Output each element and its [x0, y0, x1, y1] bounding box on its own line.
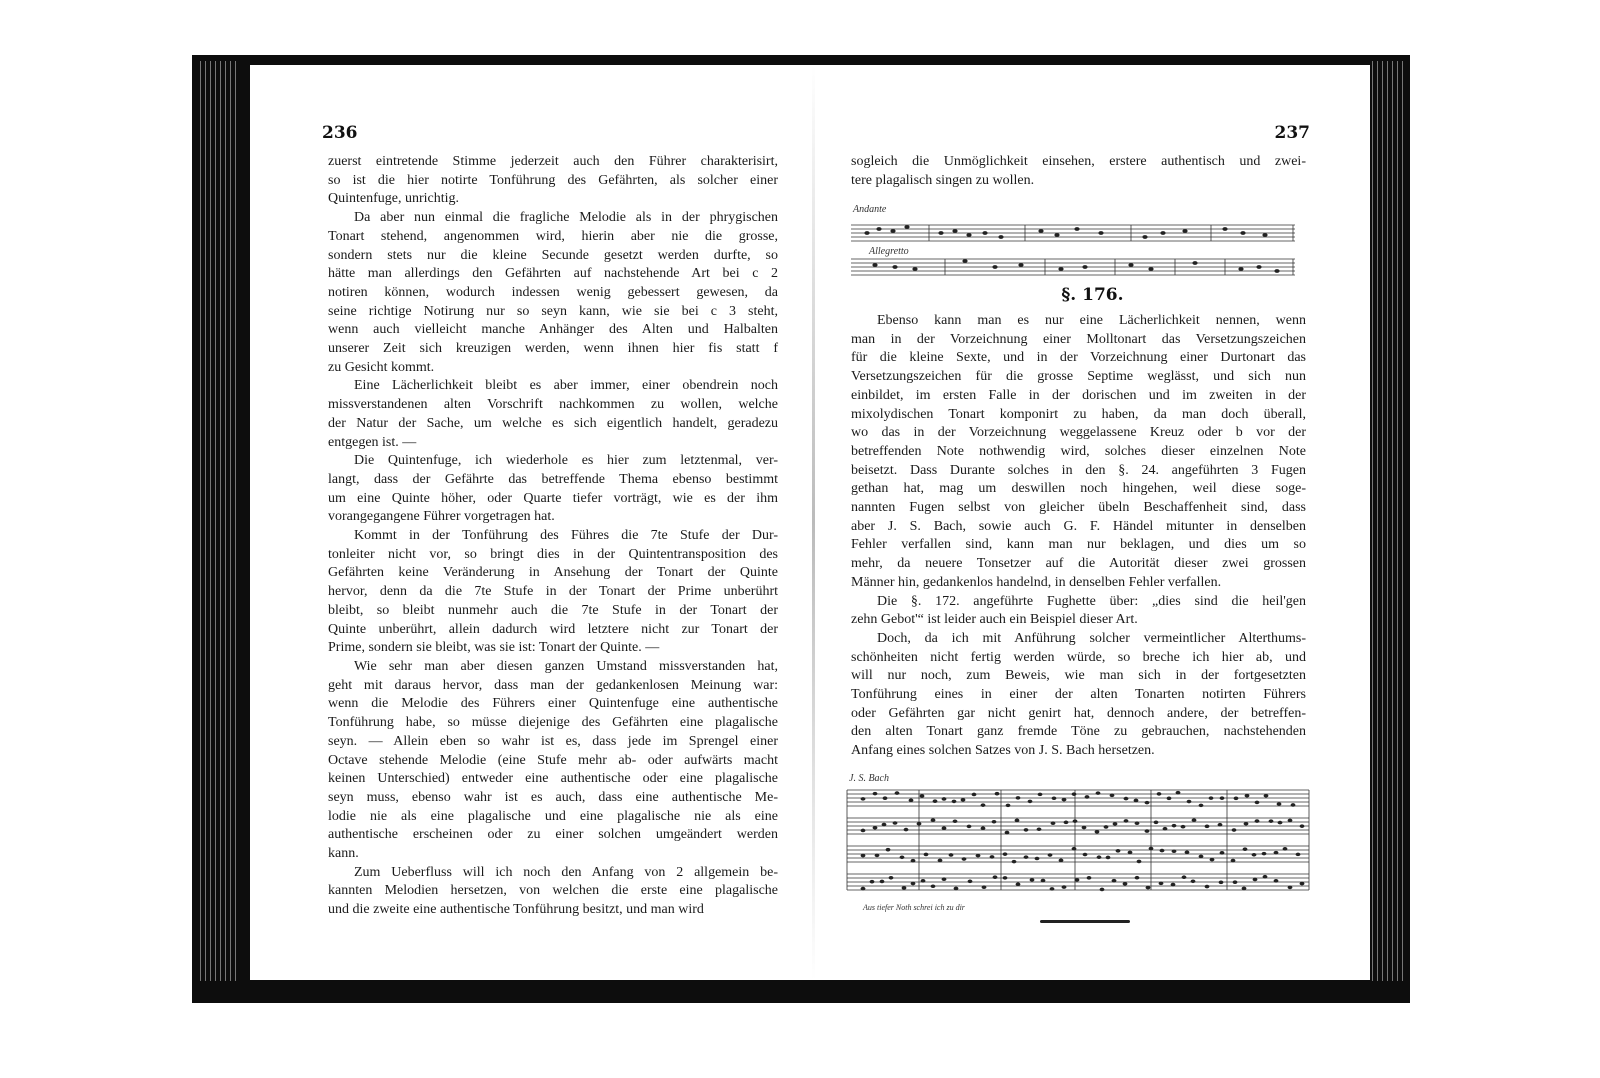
text-line: Tonführung habe, so müsse diejenige des Gefährten eine plagalische: [328, 715, 778, 731]
note: [1163, 827, 1168, 831]
note: [1145, 801, 1150, 805]
note: [1075, 878, 1080, 882]
note: [1199, 855, 1204, 859]
text-line: und die zweite eine authentische Tonführung besitzt, und man wird: [328, 902, 704, 918]
note: [1085, 795, 1090, 799]
note: [1160, 231, 1165, 235]
text-line: tere plagalisch singen zu wollen.: [851, 172, 1035, 188]
note: [1006, 804, 1011, 808]
note: [1048, 853, 1053, 857]
note: [1232, 828, 1237, 832]
note: [1024, 855, 1029, 859]
text-line: aber J. S. Bach, sowie auch G. F. Händel mitunter in denselben: [851, 518, 1306, 534]
staff-upper: [851, 225, 1295, 241]
note: [1220, 796, 1225, 800]
note: [890, 229, 895, 233]
note: [1024, 828, 1029, 832]
text-line: kann.: [328, 846, 359, 862]
text-line: Tonführung eines in einer der alten Tonarten notirten Führers: [851, 687, 1306, 703]
note: [1255, 801, 1260, 805]
right-page: [815, 65, 1370, 980]
note: [938, 231, 943, 235]
note: [1172, 849, 1177, 853]
text-line: bleibt, so bleibt nunmehr auch die 7te Stufe in der Tonart der: [328, 602, 778, 618]
text-line: Anfang eines solchen Satzes von J. S. Bach hersetzen.: [851, 743, 1155, 759]
note: [1012, 860, 1017, 864]
note: [1041, 879, 1046, 883]
note: [1098, 231, 1103, 235]
note: [1187, 800, 1192, 804]
note: [902, 886, 907, 890]
note: [1072, 792, 1077, 796]
text-line: so ist die hier notirte Tonführung des Gefährten, als solcher einer: [328, 172, 778, 188]
text-line: unserer Zeit sich kreuzigen werden, wenn ihnen hier fis statt f: [328, 341, 778, 357]
text-line: seine richtige Notirung nur so seyn kann, wie sie bei c 3 steht,: [328, 303, 778, 319]
text-line: einbildet, im ersten Falle in der dorischen und im zweiten in der: [851, 387, 1306, 403]
text-line: schönheiten nicht fertig werden würde, so breche ich hier ab, und: [851, 649, 1306, 665]
note: [1238, 267, 1243, 271]
note: [1253, 878, 1258, 882]
note: [949, 853, 954, 857]
text-line: Fehler verfallen sind, kann man nur beklagen, und dies um so: [851, 537, 1306, 553]
note: [1159, 882, 1164, 886]
text-line: Männer hin, gedankenlos handelnd, in denselben Fehler verfallen.: [851, 574, 1222, 590]
note: [870, 880, 875, 884]
note: [1128, 263, 1133, 267]
page-number: 237: [1274, 123, 1310, 143]
note: [938, 859, 943, 863]
note: [1234, 797, 1239, 801]
note: [904, 828, 909, 832]
text-line: Die §. 172. angeführte Fughette über: „dies sind die heil'gen: [877, 593, 1306, 609]
note: [1245, 794, 1250, 798]
note: [1112, 879, 1117, 883]
note: [1252, 853, 1257, 857]
note: [1255, 819, 1260, 823]
note: [886, 848, 891, 852]
text-line: geht mit daraus hervor, dass man der gedankenlosen Meinung war:: [328, 677, 778, 693]
note: [1145, 829, 1150, 833]
text-line: tonleiter nicht vor, so bringt dies in der Quintentransposition des: [328, 546, 778, 562]
right-page-body-text: [851, 312, 1306, 761]
text-line: lodie nie als eine plagalische und eine plagalische nie als eine: [328, 808, 778, 824]
text-line: den alten Tonart ganz fremde Töne zu gebrauchen, nachstehenden: [851, 724, 1306, 740]
text-line: Ebenso kann man es nur eine Lächerlichkeit nennen, wenn: [877, 313, 1306, 328]
note: [981, 826, 986, 830]
text-line: Prime, sondern sie bleibt, was sie ist: Tonart der Quinte. —: [328, 640, 660, 656]
note: [1219, 880, 1224, 884]
note: [875, 854, 880, 858]
note: [1051, 821, 1056, 825]
note: [1274, 851, 1279, 855]
text-line: authentische erscheinen oder zu einer solchen umgeändert werden: [328, 827, 778, 843]
note: [1148, 267, 1153, 271]
note: [1233, 880, 1238, 884]
note: [1096, 791, 1101, 795]
text-line: zehn Gebot'“ ist leider auch ein Beispiel dieser Art.: [851, 612, 1138, 628]
text-line: will nur noch, zum Beweis, wie man sich in der fortgesetzten: [851, 668, 1306, 684]
note: [1262, 852, 1267, 856]
text-line: Doch, da ich mit Anführung solcher vermeintlicher Alterthums-: [877, 630, 1306, 646]
note: [993, 875, 998, 879]
page-number: 236: [322, 123, 358, 143]
note: [1185, 850, 1190, 854]
note: [1050, 887, 1055, 891]
text-line: Zum Ueberfluss will ich noch den Anfang von 2 allgemein be-: [354, 864, 778, 880]
text-line: missverstandenen alten Vorschrift nachkommen zu wollen, welche: [328, 397, 778, 413]
note: [1074, 227, 1079, 231]
note: [1072, 847, 1077, 851]
note: [1256, 265, 1261, 269]
note: [1097, 855, 1102, 859]
chorale-title: Aus tiefer Noth schrei ich zu dir: [863, 903, 965, 912]
note: [1220, 851, 1225, 855]
note: [912, 267, 917, 271]
left-page: [250, 65, 814, 980]
note: [967, 825, 972, 829]
note: [992, 820, 997, 824]
text-line: langt, dass der Gefährte das betreffende Thema ebenso bestimmt: [328, 471, 778, 487]
note: [942, 797, 947, 801]
text-line: für die kleine Sexte, und in der Vorzeichnung einer Durtonart das: [851, 350, 1306, 366]
text-line: hätte man allerdings den Gefährten auf nachstehende Art bei c 2: [328, 266, 778, 282]
note: [1205, 825, 1210, 829]
note: [1028, 800, 1033, 804]
note: [1135, 876, 1140, 880]
note: [1291, 803, 1296, 807]
note: [1100, 888, 1105, 892]
note: [1300, 882, 1305, 886]
note: [1157, 792, 1162, 796]
text-line: notiren können, wodurch indessen wenig gebessert gewesen, da: [328, 284, 778, 300]
note: [873, 792, 878, 796]
note: [1018, 263, 1023, 267]
note: [1106, 856, 1111, 860]
note: [992, 265, 997, 269]
note: [904, 225, 909, 229]
note: [872, 263, 877, 267]
note: [864, 231, 869, 235]
note: [954, 887, 959, 891]
note: [861, 887, 866, 891]
note: [900, 855, 905, 859]
note: [1037, 827, 1042, 831]
note: [1154, 821, 1159, 825]
note: [1110, 794, 1115, 798]
note: [1288, 886, 1293, 890]
note: [861, 829, 866, 833]
composer-label: J. S. Bach: [849, 773, 889, 784]
note: [1059, 859, 1064, 863]
text-line: Wie sehr man aber diesen ganzen Umstand missverstanden hat,: [354, 658, 778, 674]
note: [961, 798, 966, 802]
text-line: sogleich die Unmöglichkeit einsehen, erstere authentisch und zwei-: [851, 154, 1306, 169]
note: [1181, 825, 1186, 829]
note: [962, 857, 967, 861]
text-line: beisetzt. Dass Durante solches in den §. 24. angeführten 3 Fugen: [851, 462, 1306, 478]
note: [962, 259, 967, 263]
note: [1116, 849, 1121, 853]
note: [1003, 852, 1008, 856]
staff-lower: [851, 259, 1295, 275]
note: [931, 884, 936, 888]
note: [981, 803, 986, 807]
text-line: der Natur der Sache, um welche es sich eigentlich handelt, geradezu: [328, 415, 778, 431]
note: [972, 793, 977, 797]
note: [1264, 794, 1269, 798]
note: [880, 880, 885, 884]
note: [1278, 821, 1283, 825]
note: [1005, 831, 1010, 835]
note: [1191, 879, 1196, 883]
text-line: Quintenfuge, unrichtig.: [328, 191, 460, 207]
text-line: zu Gesicht kommt.: [328, 359, 435, 375]
note: [1192, 261, 1197, 265]
tempo-andante: Andante: [853, 204, 887, 215]
note: [1087, 876, 1092, 880]
text-line: wo das in der Vorzeichnung weggelassene Kreuz oder b vor der: [851, 425, 1306, 441]
note: [1135, 821, 1140, 825]
right-page-intro-text: [851, 153, 1306, 190]
tempo-allegretto: Allegretto: [869, 246, 909, 257]
note: [892, 265, 897, 269]
note: [861, 854, 866, 858]
note: [883, 796, 888, 800]
note: [1146, 886, 1151, 890]
note: [953, 819, 958, 823]
note: [952, 800, 957, 804]
note: [873, 826, 878, 830]
note: [1205, 885, 1210, 889]
note: [1054, 233, 1059, 237]
note: [995, 792, 1000, 796]
text-line: gethan hat, mag um deswillen noch hingehen, weil diese soge-: [851, 481, 1306, 497]
note: [998, 235, 1003, 239]
note: [1218, 823, 1223, 827]
text-line: Versetzungszeichen für die grosse Septime weglässt, und sich nun: [851, 369, 1306, 385]
note: [1242, 887, 1247, 891]
note: [1015, 819, 1020, 823]
text-line: mehr, da neuere Tonsetzer auf die Autorität dieser zwei grossen: [851, 556, 1306, 572]
note: [1296, 853, 1301, 857]
text-line: Eine Lächerlichkeit bleibt es aber immer, einer obendrein noch: [354, 378, 778, 394]
note: [1300, 824, 1305, 828]
note: [893, 821, 898, 825]
left-page-text: [328, 153, 778, 920]
text-line: entgegen ist. —: [328, 434, 417, 450]
note: [1016, 796, 1021, 800]
text-line: Gefährten keine Veränderung in Ansehung der Tonart der Quinte: [328, 565, 778, 581]
note: [1182, 875, 1187, 879]
note: [1058, 267, 1063, 271]
note: [1113, 822, 1118, 826]
note: [1176, 791, 1181, 795]
text-line: seyn muss, ebenso wahr ist es auch, dass eine authentische Me-: [328, 789, 778, 805]
note: [942, 877, 947, 881]
text-line: kannten Melodien hersetzen, von welchen die erste eine plagalische: [328, 883, 778, 899]
text-line: wenn die Melodie des Führers einer Quintenfuge eine authentische: [328, 696, 778, 712]
note: [968, 880, 973, 884]
note: [1283, 847, 1288, 851]
note: [982, 885, 987, 889]
note: [1038, 229, 1043, 233]
text-line: vorangegangene Führer vorgetragen hat.: [328, 509, 555, 525]
left-page-edges: [198, 61, 238, 981]
note: [1030, 878, 1035, 882]
text-line: um eine Quinte höher, oder Quarte tiefer vorträgt, wie es der ihm: [328, 490, 778, 506]
note: [966, 233, 971, 237]
note: [924, 853, 929, 857]
text-line: hervor, denn da die 7te Stufe in der Tonart der Prime unberührt: [328, 584, 778, 600]
text-line: Quinte unberührt, allein dadurch wird letztere nicht zur Tonart der: [328, 621, 778, 637]
note: [1123, 882, 1128, 886]
note: [1003, 876, 1008, 880]
text-line: Tonart stehend, angenommen wird, hierin aber nie die grosse,: [328, 228, 778, 244]
note: [1274, 879, 1279, 883]
note: [920, 794, 925, 798]
text-line: betreffenden Note nothwendig wird, solches dieser einzelnen Note: [851, 443, 1306, 459]
text-line: sondern stets nur die kleine Secunde gesetzt werden durfte, so: [328, 247, 778, 263]
note: [1172, 824, 1177, 828]
note: [911, 882, 916, 886]
music-example-bach: [843, 772, 1313, 912]
note: [917, 822, 922, 826]
music-notes: [864, 225, 1279, 273]
text-line: man in der Vorzeichnung einer Molltonart das Versetzungszeichen: [851, 331, 1306, 347]
note: [1199, 804, 1204, 808]
note: [1128, 851, 1133, 855]
note: [1134, 799, 1139, 803]
note: [1062, 885, 1067, 889]
text-line: Octave stehende Melodie (eine Stufe mehr ab- oder aufwärts macht: [328, 752, 778, 768]
note: [1160, 849, 1165, 853]
note: [1274, 269, 1279, 273]
note: [1124, 819, 1129, 823]
text-line: wenn auch vielleicht manche Anhänger des Alten und Halbalten: [328, 322, 778, 338]
section-heading: §. 176.: [1061, 285, 1124, 305]
note: [1082, 826, 1087, 830]
note: [1035, 857, 1040, 861]
note: [1062, 798, 1067, 802]
note: [1231, 859, 1236, 863]
note: [1263, 875, 1268, 879]
note: [1149, 847, 1154, 851]
note: [1083, 853, 1088, 857]
note: [1064, 821, 1069, 825]
note: [1288, 819, 1293, 823]
note: [895, 791, 900, 795]
note: [882, 823, 887, 827]
note: [1016, 882, 1021, 886]
note: [931, 818, 936, 822]
note: [876, 227, 881, 231]
note: [1052, 796, 1057, 800]
text-line: Die Quintenfuge, ich wiederhole es hier zum letztenmal, ver-: [354, 453, 778, 469]
note: [1222, 227, 1227, 231]
note: [933, 799, 938, 803]
note: [921, 879, 926, 883]
note: [1244, 822, 1249, 826]
note: [1167, 797, 1172, 801]
note: [1243, 847, 1248, 851]
text-line: zuerst eintretende Stimme jederzeit auch den Führer charakterisirt,: [328, 154, 778, 169]
note: [1192, 818, 1197, 822]
note: [1277, 802, 1282, 806]
bach-staves: [847, 790, 1309, 890]
note: [861, 797, 866, 801]
note: [1182, 229, 1187, 233]
note: [909, 798, 914, 802]
note: [1124, 797, 1129, 801]
note: [990, 855, 995, 859]
music-example-melodies: [845, 203, 1305, 283]
note: [1210, 858, 1215, 862]
text-line: keinen Unterschied) entweder eine authentische oder eine plagalische: [328, 771, 778, 787]
end-ornament: [1040, 920, 1130, 923]
text-line: Kommt in der Tonführung des Führes die 7te Stufe der Dur-: [354, 528, 778, 544]
text-line: seyn. — Allein eben so wahr ist es, dass jede im Sprengel einer: [328, 733, 778, 749]
note: [889, 876, 894, 880]
note: [1137, 860, 1142, 864]
note: [1038, 793, 1043, 797]
note: [952, 229, 957, 233]
note: [1209, 796, 1214, 800]
note: [1269, 819, 1274, 823]
note: [1262, 233, 1267, 237]
note: [1142, 235, 1147, 239]
note: [976, 854, 981, 858]
note: [1095, 830, 1100, 834]
note: [942, 826, 947, 830]
text-line: oder Gefährten gar nicht genirt hat, dennoch andere, der betreffen-: [851, 705, 1306, 721]
note: [911, 859, 916, 863]
right-page-edges: [1370, 61, 1404, 981]
note: [1073, 819, 1078, 823]
text-line: mixolydischen Tonart komponirt zu haben, da man doch überall,: [851, 406, 1306, 422]
text-line: Da aber nun einmal die fragliche Melodie als in der phrygischen: [354, 210, 778, 226]
note: [1082, 265, 1087, 269]
book-spread: [192, 55, 1410, 1003]
note: [1104, 825, 1109, 829]
note: [1171, 883, 1176, 887]
note: [982, 231, 987, 235]
note: [1240, 231, 1245, 235]
text-line: nannten Fugen selbst von gleicher übeln Beschaffenheit sind, dass: [851, 500, 1306, 516]
